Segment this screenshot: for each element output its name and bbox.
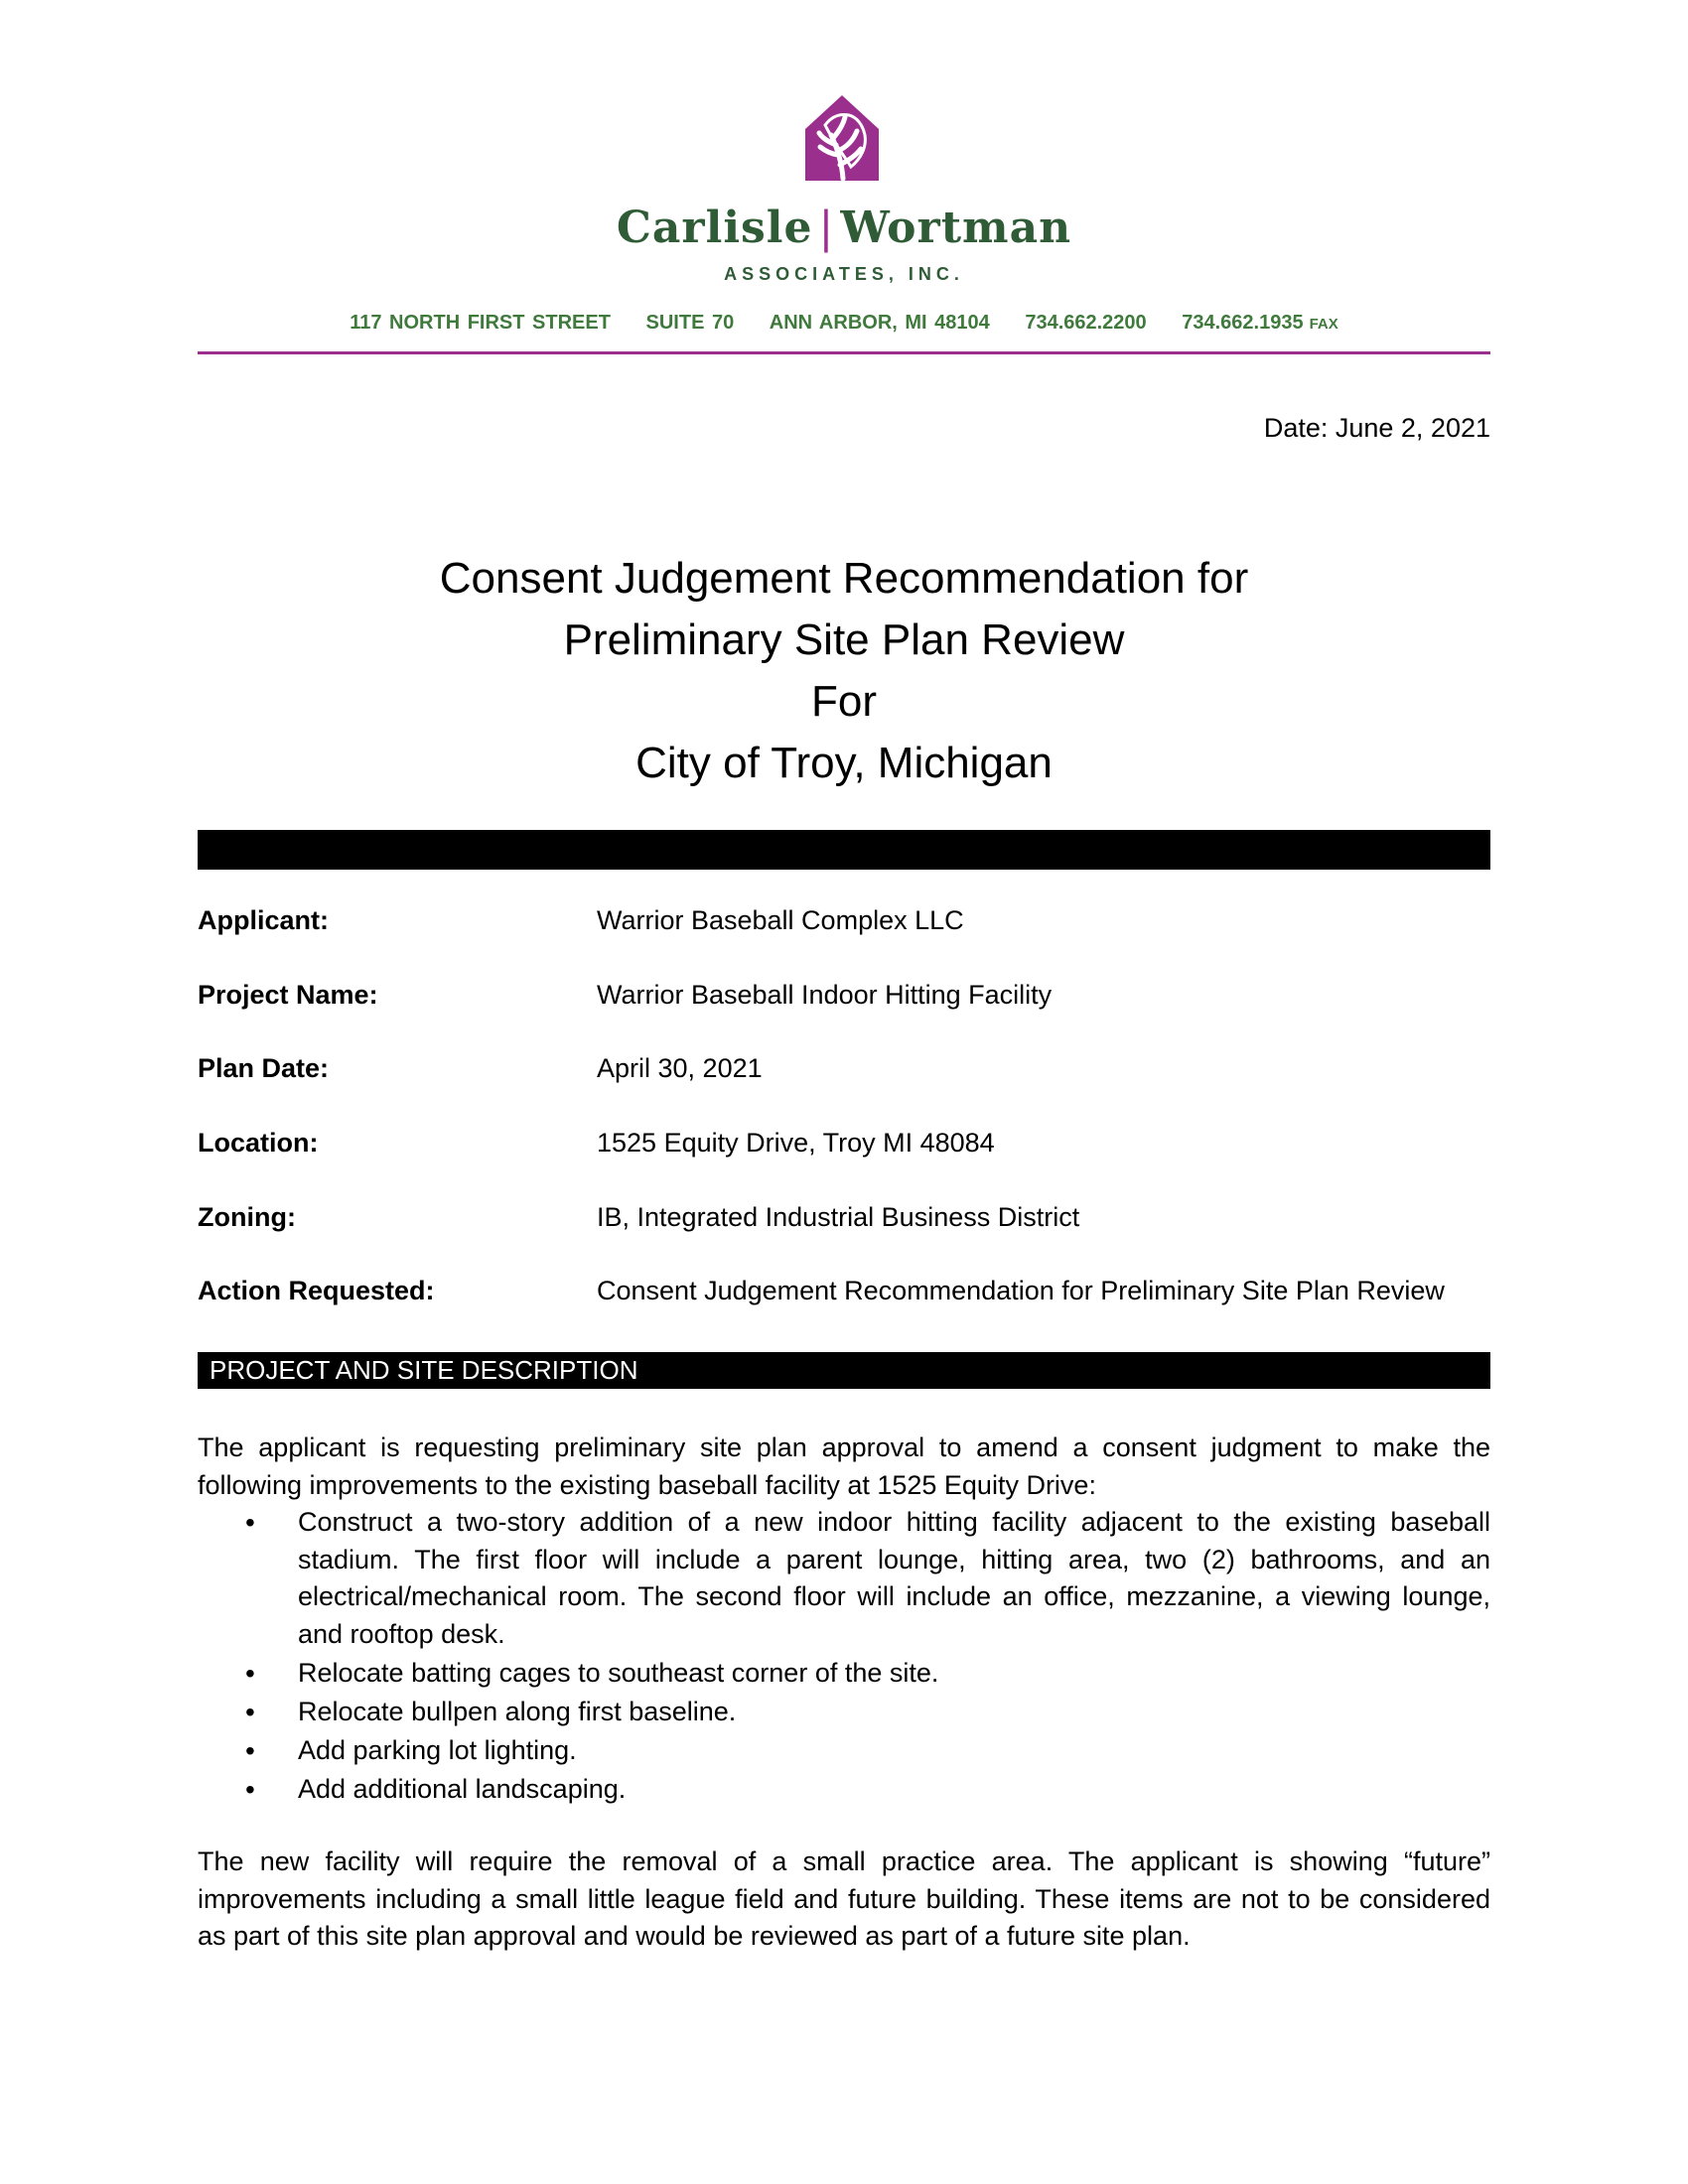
- info-row-plan-date: [198, 1053, 1490, 1128]
- info-row-location: [198, 1128, 1490, 1202]
- house-leaf-icon: [805, 95, 879, 181]
- info-value: 1525 Equity Drive, Troy MI 48084: [597, 1128, 995, 1159]
- company-name-separator: |: [818, 203, 835, 253]
- info-label: Zoning:: [198, 1201, 296, 1232]
- info-label: Applicant:: [198, 905, 329, 935]
- info-row-applicant: [198, 905, 1490, 980]
- info-value: IB, Integrated Industrial Business District: [597, 1201, 1080, 1232]
- info-value: Warrior Baseball Indoor Hitting Facility: [597, 979, 1053, 1010]
- info-value: Consent Judgement Recommendation for Preliminary Site Plan Review: [597, 1276, 1445, 1306]
- street-address: 117 NORTH FIRST STREET: [350, 312, 611, 334]
- closing-paragraph: The new facility will require the removal of a small practice area. The applicant is showing “future” improvements including a small little league field and future building. These items are not to be considered as part of this site plan approval and would be reviewed as part of a future site plan.: [198, 1846, 1490, 1951]
- list-item: • Relocate batting cages to southeast corner of the site.: [198, 1655, 1490, 1693]
- title-line-4: City of Troy, Michigan: [635, 739, 1053, 787]
- document-date: Date: June 2, 2021: [1263, 413, 1490, 443]
- intro-paragraph: The applicant is requesting preliminary site plan approval to amend a consent judgment to make the following improvements to the existing baseball facility at 1525 Equity Drive:: [198, 1433, 1490, 1500]
- info-label: Action Requested:: [198, 1276, 435, 1306]
- info-row-zoning: [198, 1202, 1490, 1277]
- company-subtitle: ASSOCIATES, INC.: [724, 264, 964, 284]
- title-line-1: Consent Judgement Recommendation for: [439, 554, 1249, 603]
- title-line-3: For: [811, 677, 877, 726]
- list-item: • Relocate bullpen along first baseline.: [198, 1694, 1490, 1731]
- suite: SUITE 70: [645, 312, 735, 334]
- address-line: [198, 312, 1490, 335]
- info-row-action-requested: [198, 1276, 1490, 1350]
- company-name-right: Wortman: [840, 203, 1072, 253]
- phone-number: 734.662.2200: [1025, 312, 1147, 334]
- improvements-list: [198, 1504, 1490, 1810]
- header-divider-bar: [198, 830, 1490, 870]
- document-title: [198, 548, 1490, 794]
- city-state-zip: ANN ARBOR, MI 48104: [769, 312, 990, 334]
- title-line-2: Preliminary Site Plan Review: [563, 615, 1125, 664]
- info-row-project-name: [198, 980, 1490, 1054]
- list-item: • Add parking lot lighting.: [198, 1732, 1490, 1770]
- company-name: [198, 203, 1490, 253]
- list-item: • Add additional landscaping.: [198, 1771, 1490, 1809]
- company-name-left: Carlisle: [616, 203, 813, 253]
- info-label: Plan Date:: [198, 1053, 330, 1084]
- letterhead-divider: [198, 351, 1490, 354]
- list-item: • Construct a two-story addition of a new indoor hitting facility adjacent to the existing baseball stadium. The first floor will include a parent lounge, hitting area, two (2) bathrooms, and an electrical/mechanical room. The second floor will include an office, mezzanine, a viewing lounge, and rooftop desk.: [198, 1504, 1490, 1653]
- info-label: Project Name:: [198, 979, 378, 1010]
- section-heading: PROJECT AND SITE DESCRIPTION: [198, 1352, 1490, 1389]
- info-label: Location:: [198, 1128, 319, 1159]
- fax-label: FAX: [1309, 316, 1338, 333]
- info-value: April 30, 2021: [597, 1053, 763, 1084]
- info-value: Warrior Baseball Complex LLC: [597, 905, 964, 935]
- fax-number: 734.662.1935: [1182, 312, 1304, 334]
- project-info-table: [198, 905, 1490, 1350]
- letterhead: [198, 95, 1490, 355]
